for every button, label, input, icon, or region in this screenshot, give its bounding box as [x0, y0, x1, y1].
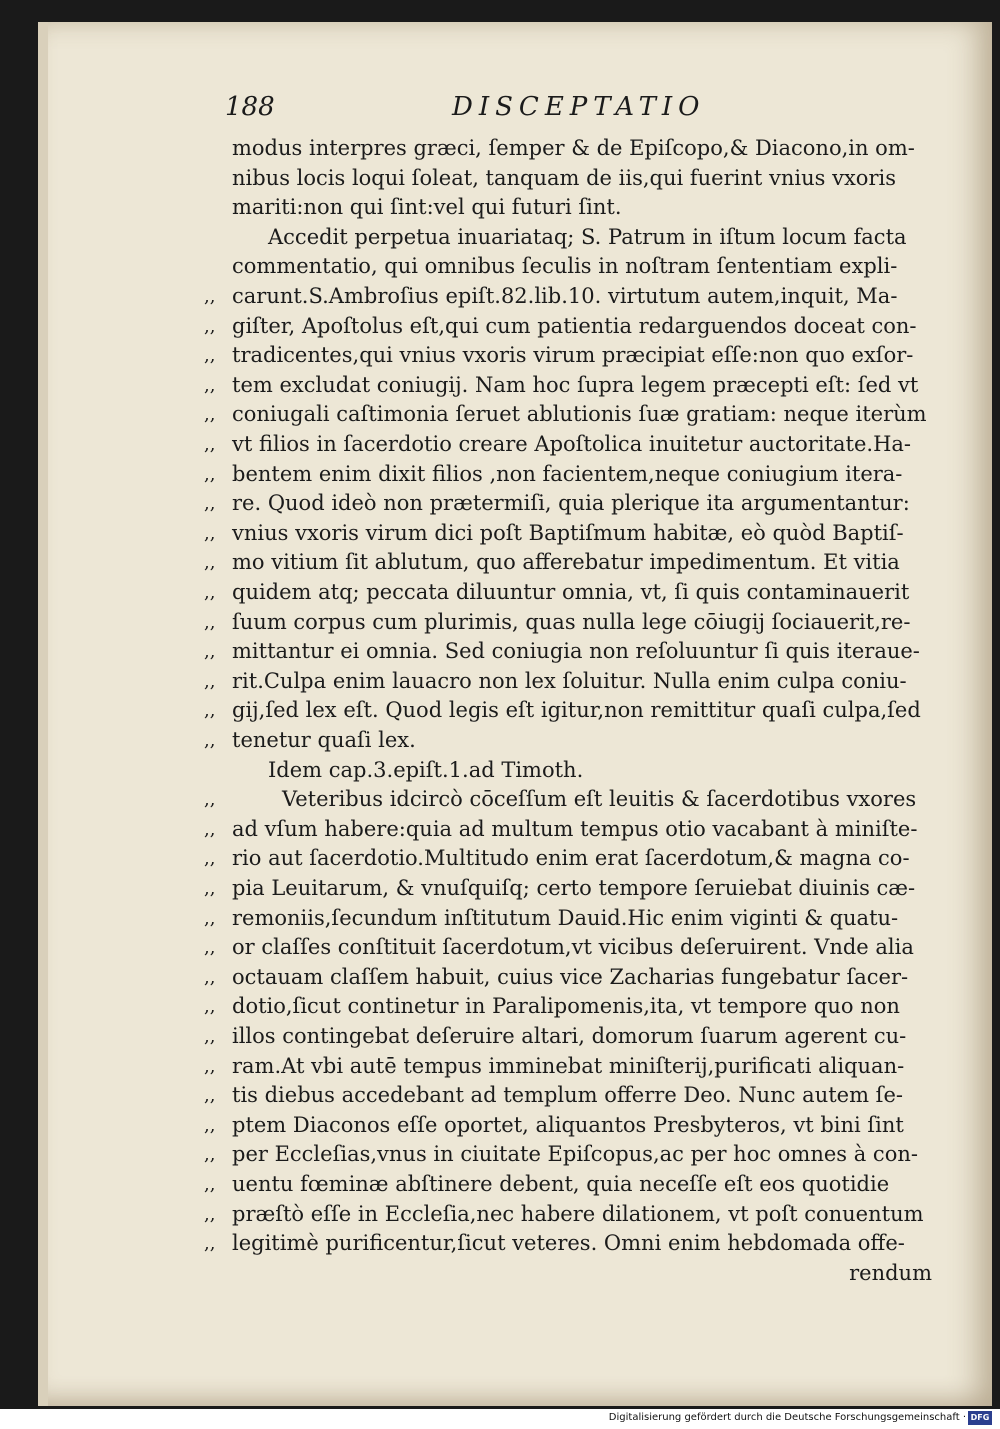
running-title: DISCEPTATIO	[452, 92, 706, 122]
quotation-marker: ,,	[204, 1114, 216, 1136]
quotation-marker: ,,	[204, 937, 216, 959]
text-line: tenetur quaſi lex.	[232, 728, 416, 752]
quotation-marker: ,,	[204, 552, 216, 574]
quotation-marker: ,,	[204, 789, 216, 811]
text-line: carunt.S.Ambroſius epiſt.82.lib.10. virtutum autem,inquit, Ma-	[232, 284, 898, 308]
text-line: octauam claſſem habuit, cuius vice Zacharias fungebatur ſacer-	[232, 964, 909, 989]
dfg-logo: DFG	[968, 1411, 992, 1425]
quotation-marker: ,,	[204, 582, 216, 603]
text-line: Veteribus idcircò cōceſſum eſt leuitis & ſacerdotibus vxores	[282, 787, 917, 812]
text-line: re. Quod ideò non prætermiſi, quia plerique ita argumentantur:	[232, 491, 910, 516]
text-line: uentu fœminæ abſtinere debent, quia neceſſe eſt eos quotidie	[232, 1172, 890, 1196]
text-line: modus interpres græci, ſemper & de Epiſcopo,& Diacono,in om-	[232, 136, 915, 160]
quotation-marker: ,,	[204, 522, 216, 544]
text-line: nibus locis loqui ſoleat, tanquam de iis,qui fuerint vnius vxoris	[232, 165, 896, 190]
text-line: or claſſes conſtituit ſacerdotum,vt vicibus deſeruirent. Vnde alia	[232, 935, 914, 960]
text-line: per Eccleſias,vnus in ciuitate Epiſcopus,ac per hoc omnes à con-	[232, 1142, 918, 1167]
quotation-marker: ,,	[204, 878, 216, 899]
text-line: commentatio, qui omnibus ſeculis in noſtram ſententiam expli-	[232, 254, 898, 279]
page-number: 188	[225, 92, 275, 122]
text-line: bentem enim dixit filios ,non facientem,neque coniugium itera-	[232, 461, 903, 486]
quotation-marker: ,,	[204, 848, 216, 870]
text-line: rit.Culpa enim lauacro non lex ſoluitur. Nulla enim culpa coniu-	[232, 668, 907, 693]
quotation-marker: ,,	[204, 700, 216, 722]
quotation-marker: ,,	[204, 1144, 216, 1166]
quotation-marker: ,,	[204, 404, 216, 426]
quotation-marker: ,,	[204, 1085, 216, 1107]
text-line: Idem cap.3.epiſt.1.ad Timoth.	[268, 757, 584, 782]
text-line: ptem Diaconos eſſe oportet, aliquantos Presbyteros, vt bini ſint	[232, 1112, 904, 1137]
quotation-marker: ,,	[204, 1203, 216, 1225]
quotation-marker: ,,	[204, 1026, 216, 1047]
quotation-marker: ,,	[204, 907, 216, 929]
text-line: dotio,ſicut continetur in Paralipomenis,ita, vt tempore quo non	[232, 994, 900, 1019]
text-line: ſuum corpus cum plurimis, quas nulla lege cōiugij ſociauerit,re-	[232, 609, 911, 634]
text-line: ad vſum habere:quia ad multum tempus otio vacabant à miniſte-	[232, 816, 918, 841]
quotation-marker: ,,	[204, 315, 216, 337]
text-line: coniugali caſtimonia ſeruet ablutionis ſuæ gratiam: neque iterùm	[232, 402, 927, 427]
page-gutter	[38, 22, 48, 1406]
quotation-marker: ,,	[204, 493, 216, 515]
text-line: rio aut ſacerdotio.Multitudo enim erat ſacerdotum,& magna co-	[232, 846, 910, 871]
text-line: mittantur ei omnia. Sed coniugia non reſoluuntur ſi quis iteraue-	[232, 639, 920, 664]
text-line: ram.At vbi autē tempus imminebat miniſterij,purificati aliquan-	[232, 1053, 905, 1078]
quotation-marker: ,,	[204, 374, 216, 396]
quotation-marker: ,,	[204, 1174, 216, 1195]
quotation-marker: ,,	[204, 1055, 216, 1077]
text-line: Accedit perpetua inuariataq; S. Patrum in iſtum locum facta	[268, 224, 907, 249]
text-line: giſter, Apoſtolus eſt,qui cum patientia redarguendos doceat con-	[232, 313, 917, 338]
quotation-marker: ,,	[204, 966, 216, 988]
quotation-marker: ,,	[204, 818, 216, 840]
text-line: tem excludat coniugij. Nam hoc ſupra legem præcepti eſt: ſed vt	[232, 372, 919, 397]
text-line: tis diebus accedebant ad templum offerre Deo. Nunc autem ſe-	[232, 1083, 903, 1108]
quotation-marker: ,,	[204, 611, 216, 633]
quotation-marker: ,,	[204, 730, 216, 751]
quotation-marker: ,,	[204, 286, 216, 307]
quotation-marker: ,,	[204, 345, 216, 367]
quotation-marker: ,,	[204, 641, 216, 663]
quotation-marker: ,,	[204, 434, 216, 455]
text-line: mo vitium ſit ablutum, quo afferebatur impedimentum. Et vitia	[232, 550, 900, 575]
quotation-marker: ,,	[204, 670, 216, 692]
text-line: tradicentes,qui vnius vxoris virum præcipiat eſſe:non quo exſor-	[232, 343, 914, 368]
text-line: gij,ſed lex eſt. Quod legis eſt igitur,non remittitur quaſi culpa,ſed	[232, 698, 921, 723]
text-line: pia Leuitarum, & vnuſquiſq; certo tempore ſeruiebat diuinis cæ-	[232, 876, 916, 900]
text-line: remoniis,ſecundum inſtitutum Dauid.Hic enim viginti & quatu-	[232, 905, 899, 930]
text-line: præſtò eſſe in Eccleſia,nec habere dilationem, vt poſt conuentum	[232, 1201, 924, 1226]
footer-credit: Digitalisierung gefördert durch die Deutsche Forschungsgemeinschaft ·	[608, 1412, 966, 1423]
text-line: vt filios in ſacerdotio creare Apoſtolica inuitetur auctoritate.Ha-	[232, 432, 911, 456]
quotation-marker: ,,	[204, 463, 216, 485]
text-line: quidem atq; peccata diluuntur omnia, vt, ſi quis contaminauerit	[232, 580, 910, 604]
text-line: mariti:non qui ſint:vel qui futuri ſint.	[232, 195, 622, 220]
text-line: legitimè purificentur,ſicut veteres. Omni enim hebdomada offe-	[232, 1231, 905, 1256]
quotation-marker: ,,	[204, 996, 216, 1018]
text-line: rendum	[849, 1260, 932, 1285]
text-line: vnius vxoris virum dici poſt Baptiſmum habitæ, eò quòd Baptiſ-	[232, 520, 904, 545]
quotation-marker: ,,	[204, 1233, 216, 1255]
text-line: illos contingebat deſeruire altari, domorum ſuarum agerent cu-	[232, 1024, 907, 1048]
